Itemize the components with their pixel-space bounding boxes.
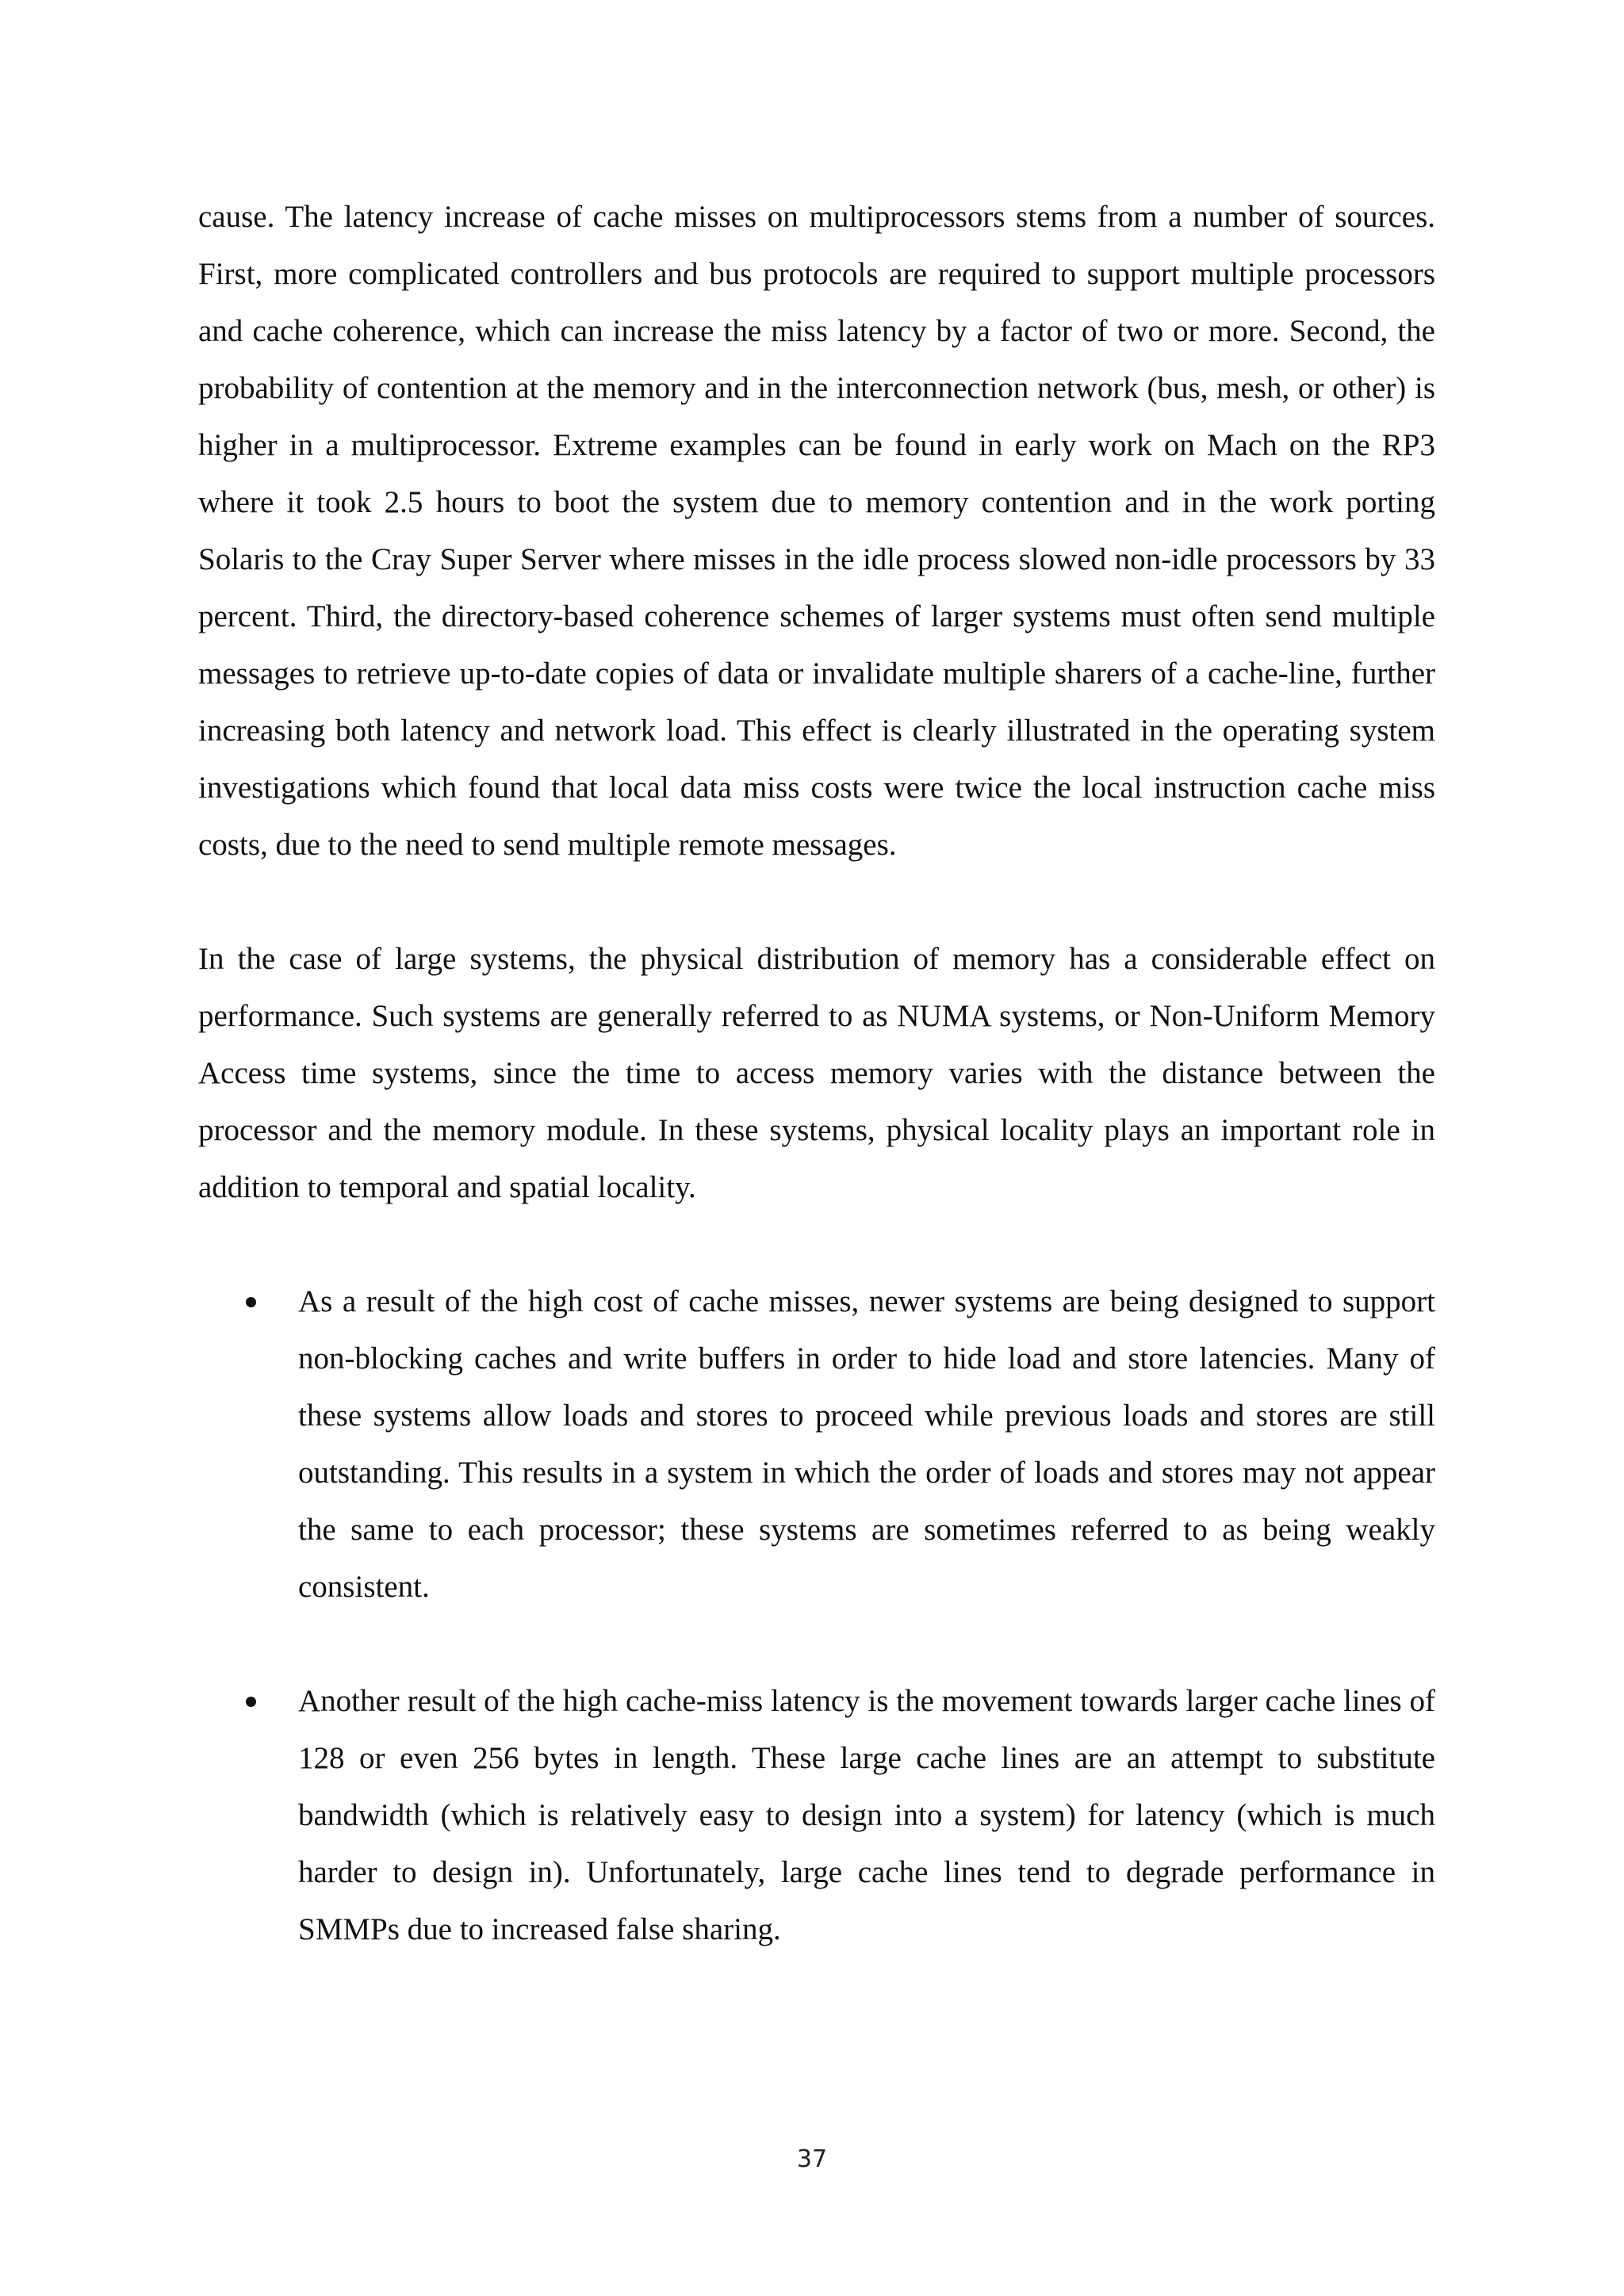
- bullet-text-cache-lines: Another result of the high cache-miss latency is the movement towards larger cache lines of 128 or even 256 bytes in length. These large cache lines are an attempt to substitute bandwidth (which is relatively easy to design into a system) for latency (which is much harder to design in). Unfortunately, large cache lines tend to degrade performance in SMMPs due to increased false sharing.: [298, 1684, 1435, 1946]
- page-number: 37: [796, 2145, 828, 2173]
- list-item: [198, 1673, 1435, 1958]
- bullet-icon: [246, 1697, 256, 1707]
- page-body: [198, 189, 1435, 1958]
- list-item: [198, 1273, 1435, 1616]
- paragraph-cache-miss-latency: cause. The latency increase of cache misses on multiprocessors stems from a number of sources. First, more complicated controllers and bus protocols are required to support multiple processors and cache coherence, which can increase the miss latency by a factor of two or more. Second, the probability of contention at the memory and in the interconnection network (bus, mesh, or other) is higher in a multiprocessor. Extreme examples can be found in early work on Mach on the RP3 where it took 2.5 hours to boot the system due to memory contention and in the work porting Solaris to the Cray Super Server where misses in the idle process slowed non-idle processors by 33 percent. Third, the directory-based coherence schemes of larger systems must often send multiple messages to retrieve up-to-date copies of data or invalidate multiple sharers of a cache-line, further increasing both latency and network load. This effect is clearly illustrated in the operating system investigations which found that local data miss costs were twice the local instruction cache miss costs, due to the need to send multiple remote messages.: [198, 200, 1435, 862]
- paragraph-numa-systems: In the case of large systems, the physical distribution of memory has a considerable effect on performance. Such systems are generally referred to as NUMA systems, or Non-Uniform Memory Access time systems, since the time to access memory varies with the distance between the processor and the memory module. In these systems, physical locality plays an important role in addition to temporal and spatial locality.: [198, 942, 1435, 1204]
- bullet-icon: [246, 1297, 256, 1307]
- bullet-text-weak-consistency: As a result of the high cost of cache misses, newer systems are being designed to support non-blocking caches and write buffers in order to hide load and store latencies. Many of these systems allow loads and stores to proceed while previous loads and stores are still outstanding. This results in a system in which the order of loads and stores may not appear the same to each processor; these systems are sometimes referred to as being weakly consistent.: [298, 1284, 1435, 1604]
- bullet-list: [198, 1273, 1435, 1958]
